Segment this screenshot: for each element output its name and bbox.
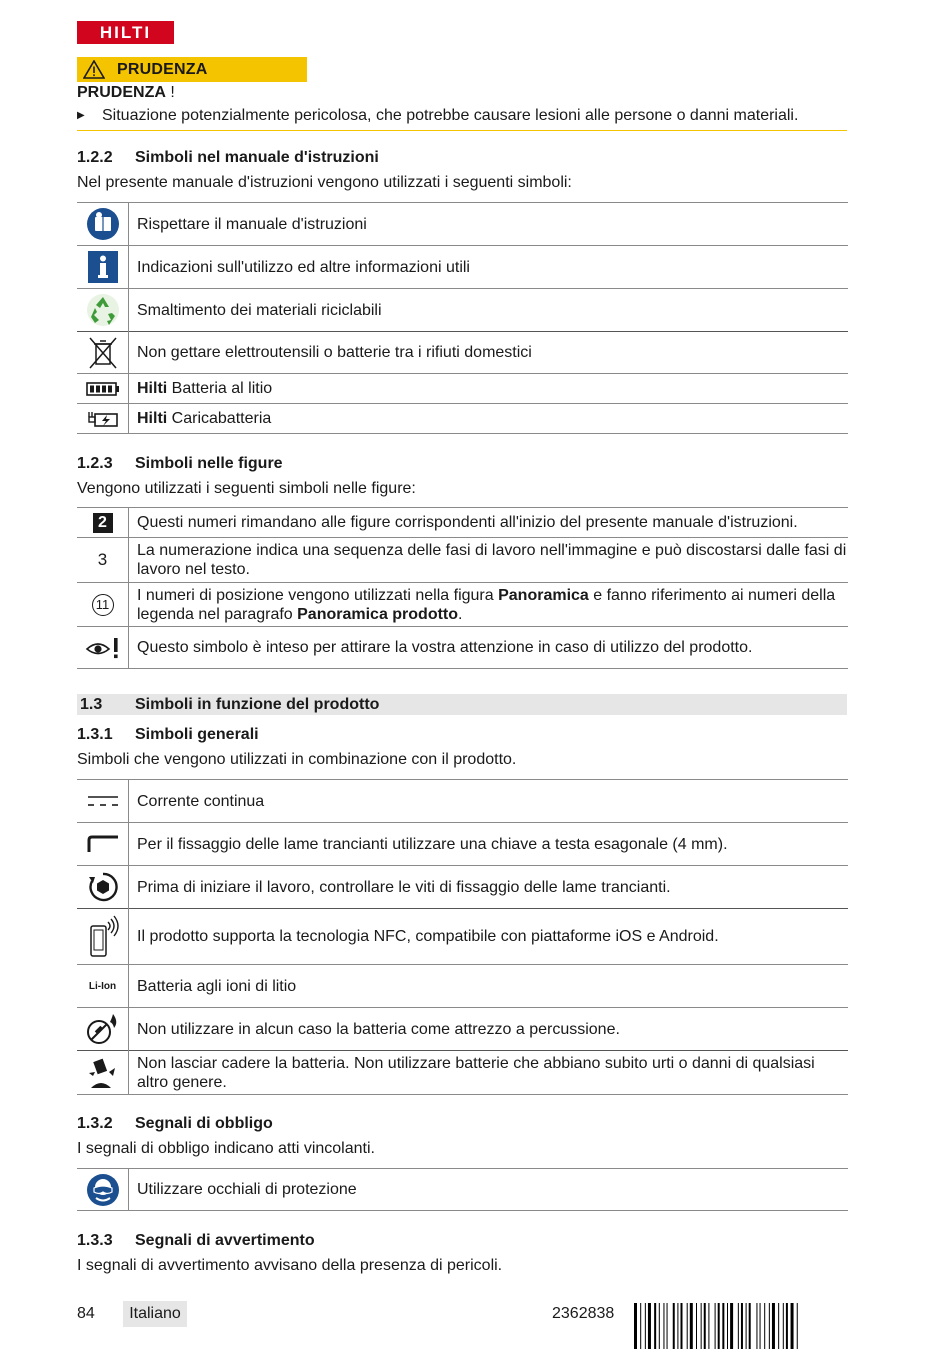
barcode-bar xyxy=(677,1303,678,1349)
table-row xyxy=(77,1008,848,1051)
symbols-table-figures xyxy=(77,507,848,669)
barcode-bar xyxy=(738,1303,739,1349)
figure-number-icon xyxy=(77,508,129,538)
symbol-text-bold: Hilti xyxy=(137,410,168,427)
symbols-table-general xyxy=(77,779,848,1095)
warning-badge-label: PRUDENZA xyxy=(117,60,208,78)
symbol-text: Non gettare elettroutensili o batterie tra i rifiuti domestici xyxy=(129,332,849,374)
symbol-text: Questi numeri rimandano alle figure corrispondenti all'inizio del presente manuale d'istruzioni. xyxy=(129,508,849,538)
symbol-text-part: I numeri di posizione vengono utilizzati nella figura xyxy=(137,586,499,604)
section-title: Simboli in funzione del prodotto xyxy=(135,696,380,713)
intro-1-3-3: I segnali di avvertimento avvisano della presenza di pericoli. xyxy=(77,1257,503,1274)
symbol-text: La numerazione indica una sequenza delle fasi di lavoro nell'immagine e può discostarsi dalle fasi di lavoro nel testo. xyxy=(129,538,849,583)
symbol-text: Rispettare il manuale d'istruzioni xyxy=(129,203,849,246)
barcode-bar xyxy=(749,1303,751,1349)
table-row xyxy=(77,1169,848,1211)
li-ion-icon: Li-Ion xyxy=(77,965,129,1008)
barcode-bar xyxy=(727,1303,728,1349)
heading-title: Segnali di avvertimento xyxy=(135,1232,315,1249)
manual-icon xyxy=(77,203,129,246)
heading-1-2-3 xyxy=(77,454,283,474)
battery-icon xyxy=(77,374,129,404)
symbol-text-rest: Caricabatteria xyxy=(167,410,272,427)
heading-number: 1.3.1 xyxy=(77,726,113,743)
heading-number: 1.3.2 xyxy=(77,1115,113,1132)
warning-title-suffix: ! xyxy=(165,84,175,101)
barcode-bar xyxy=(772,1303,775,1349)
recycling-icon xyxy=(77,289,129,332)
symbol-text: Batteria agli ioni di litio xyxy=(129,965,849,1008)
barcode-bar xyxy=(634,1303,637,1349)
barcode-bar xyxy=(690,1303,693,1349)
barcode-bar xyxy=(696,1303,697,1349)
barcode-bar xyxy=(659,1303,660,1349)
barcode-bar xyxy=(769,1303,770,1349)
crossed-bin-icon xyxy=(77,332,129,374)
barcode-bar xyxy=(741,1303,743,1349)
language-label: Italiano xyxy=(123,1301,187,1327)
charger-icon xyxy=(77,404,129,434)
barcode-bar xyxy=(730,1303,733,1349)
heading-1-3-1 xyxy=(77,725,259,745)
table-row xyxy=(77,1051,848,1095)
symbol-text-bold: Panoramica xyxy=(498,586,589,604)
hex-key-icon xyxy=(77,823,129,866)
table-row xyxy=(77,374,848,404)
symbol-text-rest: Batteria al litio xyxy=(167,380,273,397)
symbols-table-manual xyxy=(77,202,848,434)
step-number-icon: 3 xyxy=(77,538,129,583)
info-icon xyxy=(77,246,129,289)
barcode-bar xyxy=(783,1303,784,1349)
barcode-bar xyxy=(640,1303,641,1349)
symbol-text xyxy=(129,583,849,627)
symbol-text: Prima di iniziare il lavoro, controllare le viti di fissaggio delle lame trancianti. xyxy=(129,866,849,909)
section-band-1-3 xyxy=(77,694,847,715)
barcode-bar xyxy=(746,1303,747,1349)
warning-badge xyxy=(77,57,307,82)
warning-triangle-icon xyxy=(77,57,111,82)
symbol-text-bold: Hilti xyxy=(137,380,168,397)
symbols-table-mandatory xyxy=(77,1168,848,1211)
nfc-phone-icon xyxy=(77,909,129,965)
symbol-text: Utilizzare occhiali di protezione xyxy=(129,1169,849,1211)
table-row xyxy=(77,909,848,965)
section-number: 1.3 xyxy=(80,696,103,713)
barcode-bar xyxy=(654,1303,656,1349)
symbol-text: Per il fissaggio delle lame trancianti utilizzare una chiave a testa esagonale (4 mm). xyxy=(129,823,849,866)
intro-1-3-2: I segnali di obbligo indicano atti vincolanti. xyxy=(77,1140,375,1157)
heading-title: Simboli nel manuale d'istruzioni xyxy=(135,149,379,166)
safety-goggles-icon xyxy=(77,1169,129,1211)
barcode-bar xyxy=(797,1303,798,1349)
symbol-text: Questo simbolo è inteso per attirare la vostra attenzione in caso di utilizzo del prodotto. xyxy=(129,627,849,669)
heading-title: Segnali di obbligo xyxy=(135,1115,273,1132)
symbol-text: Non utilizzare in alcun caso la batteria come attrezzo a percussione. xyxy=(129,1008,849,1051)
page-number: 84 xyxy=(77,1305,95,1322)
warning-bullet xyxy=(77,106,847,131)
table-row xyxy=(77,583,848,627)
barcode-bar xyxy=(648,1303,651,1349)
barcode-bar xyxy=(708,1303,709,1349)
table-row xyxy=(77,965,848,1008)
table-row xyxy=(77,404,848,434)
barcode-bar xyxy=(715,1303,716,1349)
barcode-bar xyxy=(786,1303,788,1349)
bullet-arrow-icon: ▶ xyxy=(77,110,85,121)
warning-title xyxy=(77,83,175,103)
heading-1-2-2 xyxy=(77,148,379,168)
barcode-bar xyxy=(681,1303,683,1349)
barcode-bar xyxy=(756,1303,757,1349)
table-row xyxy=(77,289,848,332)
symbol-text-part: e fanno riferimento ai numeri della legenda nel paragrafo xyxy=(137,586,836,623)
heading-number: 1.2.3 xyxy=(77,455,113,472)
heading-title: Simboli nelle figure xyxy=(135,455,283,472)
barcode-bar xyxy=(663,1303,664,1349)
barcode-bar xyxy=(673,1303,675,1349)
table-row xyxy=(77,866,848,909)
symbol-text: Indicazioni sull'utilizzo ed altre informazioni utili xyxy=(129,246,849,289)
heading-1-3-2 xyxy=(77,1114,273,1134)
warning-title-text: PRUDENZA xyxy=(77,84,166,101)
barcode-bar xyxy=(722,1303,724,1349)
heading-1-3-3 xyxy=(77,1231,315,1251)
barcode-bar xyxy=(778,1303,779,1349)
hilti-logo xyxy=(77,21,174,44)
intro-1-3-1: Simboli che vengono utilizzati in combinazione con il prodotto. xyxy=(77,751,517,768)
warning-text: Situazione potenzialmente pericolosa, che potrebbe causare lesioni alle persone o danni materiali. xyxy=(102,107,799,124)
position-number-icon xyxy=(77,583,129,627)
symbol-text xyxy=(129,374,849,404)
table-row xyxy=(77,332,848,374)
position-number-label: 11 xyxy=(92,594,114,616)
barcode-bar xyxy=(718,1303,720,1349)
table-row xyxy=(77,508,848,538)
eye-attention-icon xyxy=(77,627,129,669)
table-row xyxy=(77,538,848,583)
table-row xyxy=(77,246,848,289)
table-row xyxy=(77,823,848,866)
intro-1-2-2: Nel presente manuale d'istruzioni vengono utilizzati i seguenti simboli: xyxy=(77,174,572,191)
barcode-bar xyxy=(645,1303,646,1349)
table-row xyxy=(77,780,848,823)
document-code: 2362838 xyxy=(552,1305,615,1322)
barcode-bar xyxy=(687,1303,688,1349)
heading-number: 1.2.2 xyxy=(77,149,113,166)
symbol-text: Non lasciar cadere la batteria. Non utilizzare batterie che abbiano subito urti o danni di qualsiasi altro genere. xyxy=(129,1051,849,1095)
symbol-text: Il prodotto supporta la tecnologia NFC, compatibile con piattaforme iOS e Android. xyxy=(129,909,849,965)
table-row xyxy=(77,627,848,669)
symbol-text-bold: Panoramica prodotto xyxy=(297,605,459,623)
heading-number: 1.3.3 xyxy=(77,1232,113,1249)
symbol-text-part: . xyxy=(458,605,463,623)
no-drop-icon xyxy=(77,1051,129,1095)
barcode-bar xyxy=(704,1303,706,1349)
barcode-bar xyxy=(701,1303,702,1349)
symbol-text: Smaltimento dei materiali riciclabili xyxy=(129,289,849,332)
no-hammer-icon xyxy=(77,1008,129,1051)
barcode-bar xyxy=(764,1303,765,1349)
barcode-bar xyxy=(791,1303,794,1349)
heading-title: Simboli generali xyxy=(135,726,259,743)
screw-check-icon xyxy=(77,866,129,909)
barcode-bar xyxy=(760,1303,761,1349)
table-row xyxy=(77,203,848,246)
barcode-bar xyxy=(667,1303,668,1349)
symbol-text xyxy=(129,404,849,434)
barcode xyxy=(634,1303,847,1349)
hilti-logo-text: HILTI xyxy=(99,23,152,42)
figure-number-label: 2 xyxy=(93,513,113,533)
intro-1-2-3: Vengono utilizzati i seguenti simboli nelle figure: xyxy=(77,480,416,497)
symbol-text: Corrente continua xyxy=(129,780,849,823)
direct-current-icon xyxy=(77,780,129,823)
